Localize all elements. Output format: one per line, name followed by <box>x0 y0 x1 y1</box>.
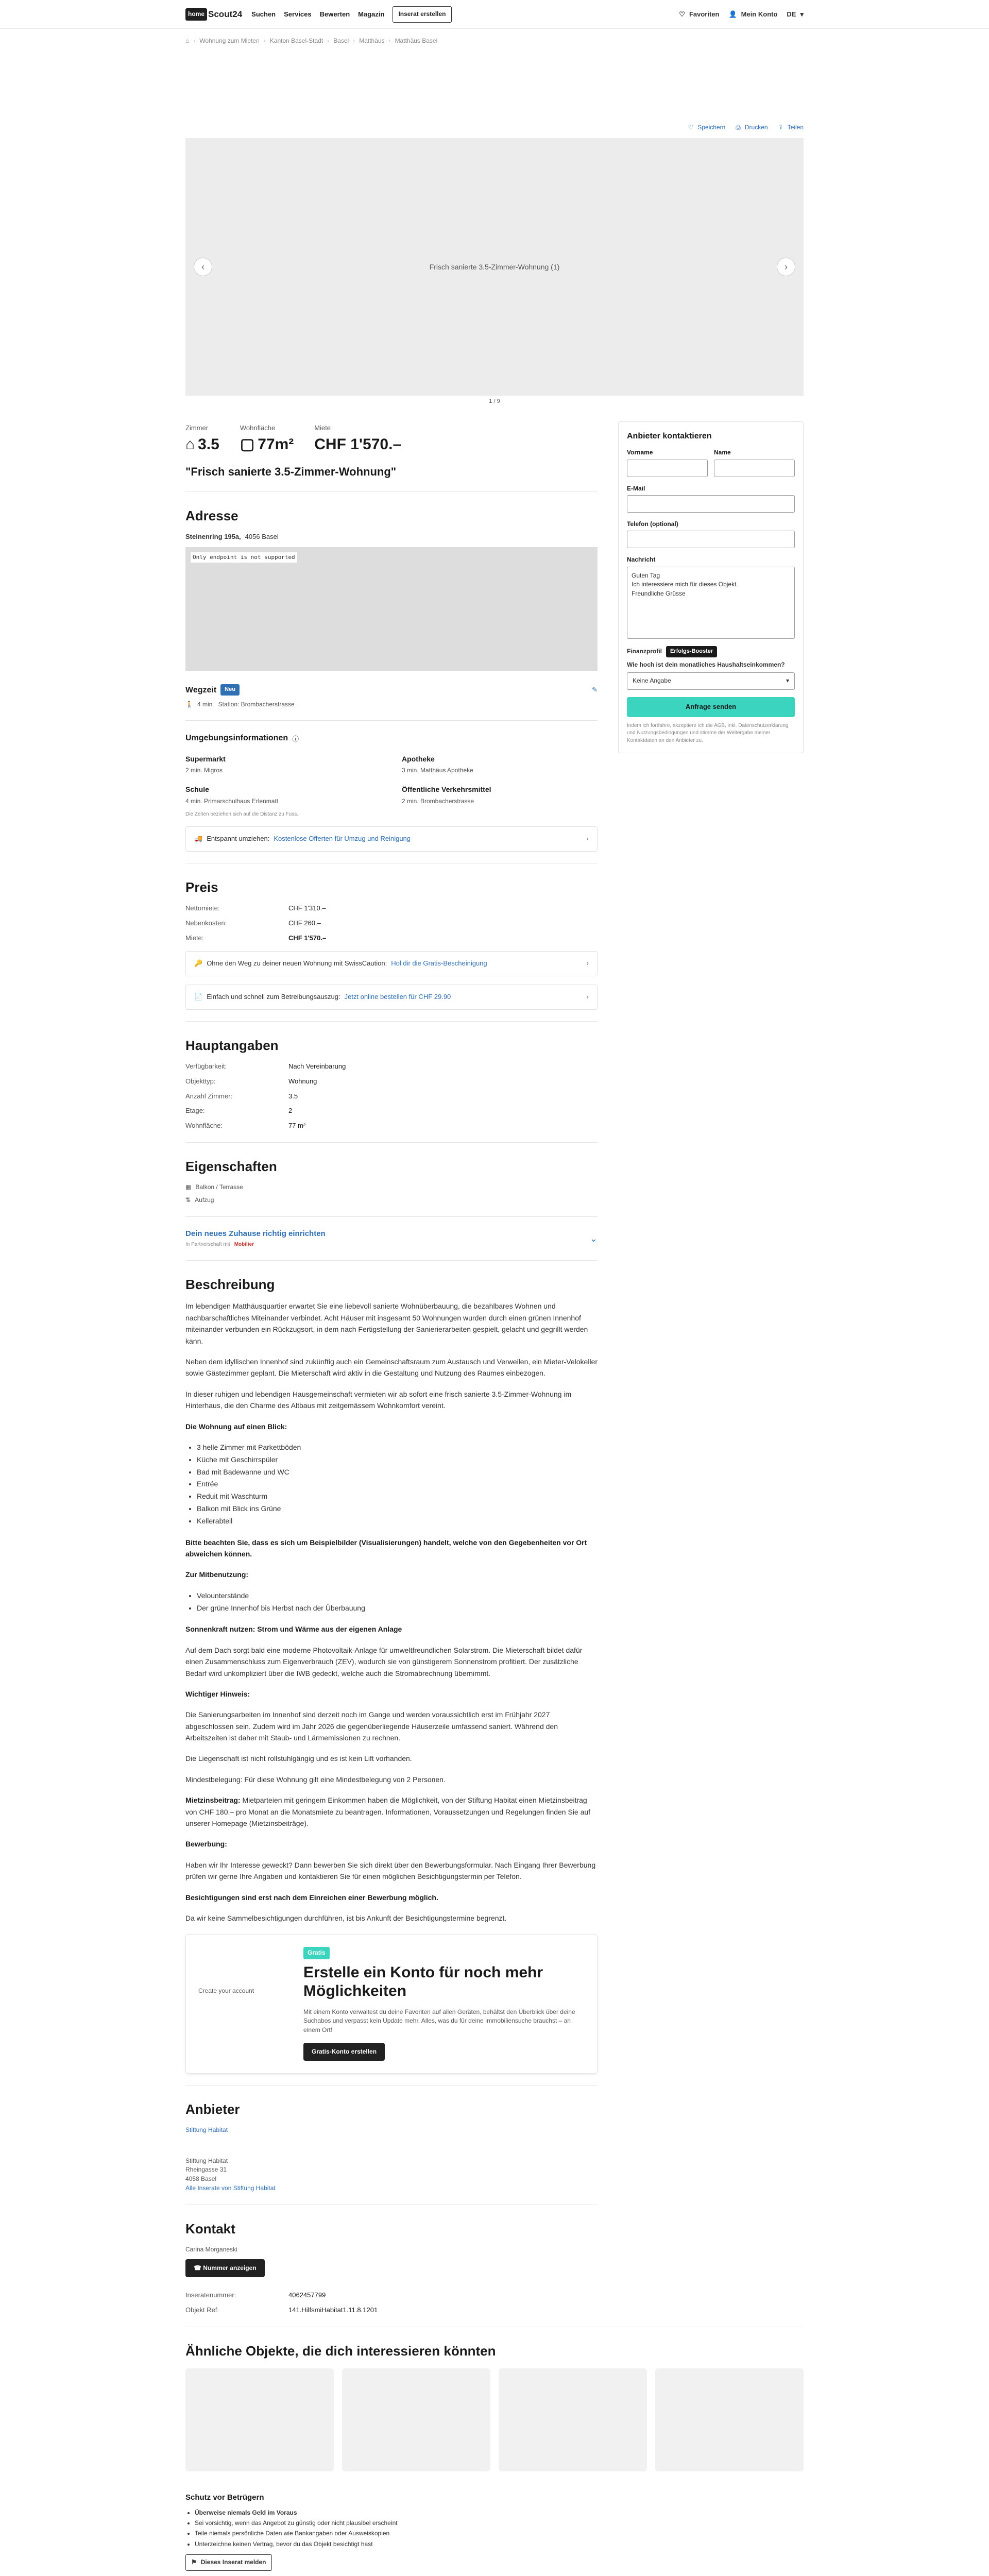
commute-stop: Station: Brombacherstrasse <box>218 700 295 708</box>
commute-row <box>185 700 598 709</box>
description-note: Bitte beachten Sie, dass es sich um Beispielbilder (Visualisierungen) handelt, welche von den Gegebenheiten vor Ort abweichen können. <box>185 1538 587 1558</box>
heart-icon: ♡ <box>679 10 685 18</box>
description-paragraph: Die Liegenschaft ist nicht rollstuhlgängig und es ist kein Lift vorhanden. <box>185 1754 412 1763</box>
elevator-icon: ⇅ <box>185 1196 191 1204</box>
breadcrumb-item[interactable]: Matthäus Basel <box>395 37 438 45</box>
area-value: 77m² <box>258 435 294 453</box>
language-switch[interactable] <box>787 10 804 20</box>
map-error: Only endpoint is not supported <box>191 552 297 563</box>
feature-item <box>185 1183 598 1192</box>
phone-field[interactable] <box>627 531 795 548</box>
surrounding-detail: 3 min. Matthäus Apotheke <box>402 766 473 774</box>
list-item: • Balkon mit Blick ins Grüne <box>197 1503 598 1515</box>
contact-person: Carina Morganeski <box>185 2245 237 2253</box>
create-listing-button[interactable]: Inserat erstellen <box>393 6 451 22</box>
surroundings-note: Die Zeiten beziehen sich auf die Distanz zu Fuss. <box>185 811 298 817</box>
surroundings-grid <box>185 754 598 806</box>
description-subheading: Sonnenkraft nutzen: Strom und Wärme aus der eigenen Anlage <box>185 1625 402 1634</box>
edit-icon[interactable]: ✎ <box>592 685 598 693</box>
chevron-right-icon: › <box>586 959 589 968</box>
surrounding-title: Apotheke <box>402 754 435 763</box>
extract-text: Einfach und schnell zum Betreibungsauszug: <box>207 993 340 1001</box>
lastname-label: Name <box>714 449 731 456</box>
contact-form <box>618 421 804 753</box>
firstname-label: Vorname <box>627 449 653 456</box>
flag-icon: ⚑ <box>191 2558 197 2566</box>
chevron-down-icon: ▾ <box>786 677 789 685</box>
list-item: • Bad mit Badewanne und WC <box>197 1466 598 1479</box>
nav-search[interactable]: Suchen <box>251 10 276 18</box>
printer-icon: ⎙ <box>736 124 741 131</box>
fraud-item: • Unterzeichne keinen Vertrag, bevor du das Objekt besichtigt hast <box>195 2539 598 2549</box>
price-key: Nettomiete: <box>185 904 220 912</box>
breadcrumb-item[interactable]: Wohnung zum Mieten <box>199 37 260 45</box>
favorites-link[interactable] <box>679 10 719 20</box>
list-item: • Küche mit Geschirrspüler <box>197 1454 598 1466</box>
logo[interactable] <box>185 8 242 21</box>
surrounding-item <box>402 784 598 806</box>
list-item: • 3 helle Zimmer mit Parkettböden <box>197 1442 598 1454</box>
advertiser-name: Stiftung Habitat <box>185 2157 228 2164</box>
address-city: 4056 Basel <box>245 532 279 540</box>
chevron-down-icon[interactable]: ⌄ <box>589 1233 598 1244</box>
report-label: Dieses Inserat melden <box>200 2558 266 2566</box>
logo-box: home <box>185 8 207 20</box>
surrounding-item <box>185 754 381 775</box>
furnish-brand: Mobilier <box>234 1242 254 1248</box>
commute-heading: Wegzeit <box>185 685 217 694</box>
address-street: Steinenring 195a, <box>185 532 241 540</box>
price-key: Nebenkosten: <box>185 919 227 927</box>
main-info-table <box>185 1062 598 1131</box>
id-key: Inseratenummer: <box>185 2291 236 2299</box>
id-key: Objekt Ref: <box>185 2306 219 2314</box>
caution-text: Ohne den Weg zu deiner neuen Wohnung mit SwissCaution: <box>207 959 387 968</box>
breadcrumb-item[interactable]: Kanton Basel-Stadt <box>269 37 323 45</box>
share-icon: ⇪ <box>778 124 783 131</box>
advertiser-logo: Stiftung Habitat <box>185 2126 228 2133</box>
favorites-label: Favoriten <box>689 10 720 18</box>
promo-title: Erstelle ein Konto für noch mehr Möglichkeiten <box>303 1963 543 1999</box>
surrounding-title: Supermarkt <box>185 754 226 763</box>
furnish-section[interactable] <box>185 1228 598 1249</box>
surrounding-detail: 2 min. Migros <box>185 766 223 774</box>
listing-ids <box>185 2291 598 2315</box>
description-heading: Beschreibung <box>185 1276 275 1292</box>
share-button[interactable] <box>778 123 804 132</box>
fraud-item: Überweise niemals Geld im Voraus <box>195 2509 297 2516</box>
nav-rate[interactable]: Bewerten <box>319 10 350 18</box>
moving-text: Entspannt umziehen: <box>207 835 270 843</box>
account-promo <box>185 1934 598 2074</box>
similar-card[interactable] <box>499 2368 647 2471</box>
list-item: • Reduit mit Waschturm <box>197 1490 598 1503</box>
new-badge: Neu <box>220 684 240 696</box>
fraud-item: • Teile niemals persönliche Daten wie Bankangaben oder Ausweiskopien <box>195 2528 598 2538</box>
contact-heading: Kontakt <box>185 2221 235 2237</box>
show-number-label: Nummer anzeigen <box>203 2264 257 2272</box>
description-subheading: Mietzinsbeitrag: <box>185 1796 241 1805</box>
list-item: • Kellerabteil <box>197 1515 598 1528</box>
map[interactable] <box>185 547 598 671</box>
rooms-icon: ⌂ <box>185 435 195 453</box>
info-icon[interactable]: ⓘ <box>292 735 299 743</box>
gallery-counter: 1 / 9 <box>489 398 500 404</box>
advertiser-street: Rheingasse 31 <box>185 2166 227 2174</box>
info-value: Wohnung <box>288 1077 317 1085</box>
contact-form-heading: Anbieter kontaktieren <box>627 432 712 440</box>
user-icon: 👤 <box>728 10 737 18</box>
extract-banner[interactable] <box>185 985 598 1010</box>
similar-card[interactable] <box>655 2368 804 2471</box>
promo-image <box>198 1947 291 2035</box>
description-paragraph: Da wir keine Sammelbesichtigungen durchführen, ist bis Ankunft der Besichtigungstermine begrenzt. <box>185 1913 507 1922</box>
price-key: Miete: <box>185 934 204 942</box>
surrounding-detail: 2 min. Brombacherstrasse <box>402 797 474 805</box>
rooms-value: 3.5 <box>198 435 219 453</box>
fraud-item: • Sei vorsichtig, wenn das Angebot zu günstig oder nicht plausibel erscheint <box>195 2518 598 2528</box>
submit-button[interactable]: Anfrage senden <box>627 697 795 717</box>
document-icon: 📄 <box>194 993 203 1001</box>
description-subheading: Besichtigungen sind erst nach dem Einreichen einer Bewerbung möglich. <box>185 1893 438 1902</box>
chevron-right-icon: › <box>586 835 589 843</box>
key-icon: 🔑 <box>194 959 203 968</box>
gallery-prev-button[interactable]: ‹ <box>194 258 212 276</box>
surrounding-title: Schule <box>185 785 209 794</box>
info-key: Wohnfläche: <box>185 1122 223 1130</box>
id-value: 141.HilfsmiHabitat1.11.8.1201 <box>288 2306 378 2314</box>
features-heading: Eigenschaften <box>185 1159 277 1175</box>
message-label: Nachricht <box>627 556 656 564</box>
finance-label: Finanzprofil <box>627 648 662 655</box>
shared-list <box>197 1590 598 1615</box>
area-icon: ▢ <box>240 435 255 453</box>
save-button[interactable] <box>688 123 725 132</box>
email-label: E-Mail <box>627 484 645 492</box>
price-value: CHF 260.– <box>288 919 321 927</box>
logo-text: Scout24 <box>208 9 243 19</box>
description-paragraph: Neben dem idyllischen Innenhof sind zukünftig auch ein Gemeinschaftsraum zum Austausch und Verweilen, ein Mieter-Velokeller sowie Gästezimmer geplant. Die Mieterschaft wird aktiv in die Gestaltung und Nutzung des Raumes einbezogen. <box>185 1358 598 1378</box>
save-label: Speichern <box>697 124 726 131</box>
similar-card[interactable] <box>185 2368 334 2471</box>
advertiser-city: 4058 Basel <box>185 2175 217 2182</box>
feature-label: Aufzug <box>195 1196 214 1204</box>
caution-link[interactable]: Hol dir die Gratis-Bescheinigung <box>391 959 487 968</box>
feature-item <box>185 1196 598 1205</box>
gallery-image: Frisch sanierte 3.5-Zimmer-Wohnung (1) <box>429 262 560 271</box>
list-item: • Velounterstände <box>197 1590 598 1602</box>
extract-link[interactable]: Jetzt online bestellen für CHF 29.90 <box>344 993 451 1001</box>
info-key: Etage: <box>185 1107 205 1115</box>
surrounding-item <box>402 754 598 775</box>
list-item: • Der grüne Innenhof bis Herbst nach der Überbauung <box>197 1602 598 1615</box>
breadcrumb-item[interactable]: Basel <box>333 37 349 45</box>
price-table <box>185 904 598 943</box>
income-select[interactable] <box>627 672 795 690</box>
breadcrumb-item[interactable]: Matthäus <box>359 37 385 45</box>
surrounding-item <box>185 784 381 806</box>
fraud-heading: Schutz vor Betrügern <box>185 2493 264 2502</box>
privacy-note: Indem ich fortfahre, akzeptiere ich die AGB, inkl. Datenschutzerklärung und Nutzungsbedingungen und stimme der Weitergabe meiner Kontaktdaten an den Anbieter zu. <box>627 722 789 743</box>
price-heading: Preis <box>185 879 218 895</box>
booster-badge: Erfolgs-Booster <box>666 646 717 657</box>
address <box>185 532 598 542</box>
gratis-badge: Gratis <box>303 1947 330 1959</box>
price-value: CHF 1'310.– <box>288 904 326 912</box>
description-paragraph: Haben wir Ihr Interesse geweckt? Dann bewerben Sie sich direkt über den Bewerbungsformular. Nach Eingang Ihrer Bewerbung prüfen wir gerne Ihre Angaben und kontaktieren Sie für einen möglichen Besichtigungstermin per Telefon. <box>185 1860 596 1881</box>
print-button[interactable] <box>736 123 768 132</box>
fraud-protection <box>185 2492 598 2571</box>
commute-time: 4 min. <box>197 700 214 708</box>
description-paragraph: In dieser ruhigen und lebendigen Hausgemeinschaft vermieten wir ab sofort eine frisch sanierte 3.5-Zimmer-Wohnung im Hinterhaus, die den Charme des Altbaus mit zeitgemässem Wohnkomfort vereint. <box>185 1389 572 1410</box>
overview-list <box>197 1442 598 1528</box>
moving-link[interactable]: Kostenlose Offerten für Umzug und Reinigung <box>274 835 411 843</box>
account-label: Mein Konto <box>741 10 778 18</box>
address-heading: Adresse <box>185 508 238 524</box>
firstname-field[interactable] <box>627 460 708 477</box>
listing-actions <box>185 121 804 135</box>
area-label: Wohnfläche <box>240 424 276 432</box>
id-value: 4062457799 <box>288 2291 326 2299</box>
surrounding-detail: 4 min. Primarschulhaus Erlenmatt <box>185 797 279 805</box>
caution-banner[interactable] <box>185 951 598 976</box>
email-field[interactable] <box>627 495 795 513</box>
info-key: Anzahl Zimmer: <box>185 1092 233 1100</box>
promo-image-alt: Create your account <box>198 1987 254 1994</box>
show-number-button[interactable] <box>185 2259 265 2277</box>
main-nav <box>251 6 451 22</box>
similar-card[interactable] <box>342 2368 490 2471</box>
create-account-button[interactable]: Gratis-Konto erstellen <box>303 2043 385 2061</box>
lastname-field[interactable] <box>714 460 795 477</box>
site-header <box>0 0 989 29</box>
description-subheading: Wichtiger Hinweis: <box>185 1689 250 1698</box>
rent-value: CHF 1'570.– <box>314 435 402 453</box>
phone-label: Telefon (optional) <box>627 520 678 528</box>
info-key: Verfügbarkeit: <box>185 1062 227 1070</box>
furnish-link[interactable]: Dein neues Zuhause richtig einrichten <box>185 1229 326 1238</box>
description-paragraph: Auf dem Dach sorgt bald eine moderne Photovoltaik-Anlage für umweltfreundlichen Solarstrom. Die Mieterschaft bildet dafür einen Zusammenschluss zum Eigenverbrauch (ZEV), wodurch sie von günstigerem Sonnenstrom profitiert. Der zusätzliche Bedarf wird unkompliziert über die IWB gedeckt, welche auch die Stromabrechnung übernimmt. <box>185 1646 583 1677</box>
balcony-icon: ▦ <box>185 1183 192 1191</box>
income-value: Keine Angabe <box>633 677 671 685</box>
main-content <box>185 421 598 2315</box>
similar-heading: Ähnliche Objekte, die dich interessieren könnten <box>185 2343 496 2359</box>
walk-icon: 🚶 <box>185 700 193 708</box>
info-value: 3.5 <box>288 1092 298 1100</box>
key-facts <box>185 423 598 455</box>
nav-magazine[interactable]: Magazin <box>358 10 385 18</box>
sidebar <box>618 421 804 2315</box>
feature-label: Balkon / Terrasse <box>195 1183 243 1191</box>
image-gallery[interactable] <box>185 138 804 396</box>
description-paragraph: Im lebendigen Matthäusquartier erwartet Sie eine liebevoll sanierte Wohnüberbauung, die bezahlbares Wohnen und nachbarschaftliches Miteinander verbindet. Acht Häuser mit insgesamt 50 Wohnungen wurden durch einen grünen Innenhof miteinander verbunden ein Rückzugsort, in dem nach Fertigstellung der Sanierierarbeiten gespielt, gelacht und gegrillt werden kann. <box>185 1302 588 1345</box>
income-label: Wie hoch ist dein monatliches Haushaltseinkommen? <box>627 660 785 668</box>
main-info-heading: Hauptangaben <box>185 1038 279 1054</box>
advertiser-listings-link[interactable]: Alle Inserate von Stiftung Habitat <box>185 2184 276 2192</box>
list-item: • Entrée <box>197 1478 598 1490</box>
rooms-label: Zimmer <box>185 424 209 432</box>
home-icon[interactable]: ⌂ <box>185 37 190 45</box>
language-label: DE <box>787 10 796 18</box>
rent-label: Miete <box>314 424 331 432</box>
gallery-next-button[interactable]: › <box>777 258 795 276</box>
listing-title: "Frisch sanierte 3.5-Zimmer-Wohnung" <box>185 465 397 479</box>
moving-banner[interactable] <box>185 826 598 852</box>
description-paragraph: Die Sanierungsarbeiten im Innenhof sind derzeit noch im Gange und werden voraussichtlich erst im Frühjahr 2027 abgeschlossen sein. Zudem wird im Jahr 2026 die gegenüberliegende Häuserzeile umfassend saniert. Während den Arbeitszeiten ist daher mit Staub- und Lärmemissionen zu rechnen. <box>185 1710 558 1742</box>
price-value: CHF 1'570.– <box>288 934 327 942</box>
description-subheading: Die Wohnung auf einen Blick: <box>185 1422 287 1431</box>
description-paragraph: Mindestbelegung: Für diese Wohnung gilt eine Mindestbelegung von 2 Personen. <box>185 1775 446 1784</box>
description-subheading: Zur Mitbenutzung: <box>185 1570 249 1579</box>
promo-text: Mit einem Konto verwaltest du deine Favoriten auf allen Geräten, behältst den Überblick über deine Suchabos und verpasst kein Update mehr. Alles, was du für deine Immobiliensuche brauchst – an einem Ort! <box>303 2008 575 2033</box>
chevron-down-icon: ▾ <box>800 10 804 18</box>
account-link[interactable] <box>728 10 777 20</box>
furnish-sub: In Partnerschaft mit <box>185 1242 230 1248</box>
surrounding-title: Öffentliche Verkehrsmittel <box>402 785 491 794</box>
description <box>185 1300 598 1924</box>
advertiser-heading: Anbieter <box>185 2102 240 2117</box>
report-button[interactable] <box>185 2554 272 2570</box>
message-field[interactable]: Guten Tag Ich interessiere mich für dieses Objekt. Freundliche Grüsse <box>627 567 795 639</box>
info-key: Objekttyp: <box>185 1077 216 1085</box>
share-label: Teilen <box>787 124 804 131</box>
description-subheading: Bewerbung: <box>185 1840 227 1849</box>
description-text: Mietparteien mit geringem Einkommen haben die Möglichkeit, von der Stiftung Habitat einen Mietzinsbeitrag von CHF 180.– pro Monat an die Monatsmiete zu beantragen. Informationen, Voraussetzungen und Regelungen finden Sie auf unserer Homepage (Mietzinsbeiträge). <box>185 1796 591 1828</box>
truck-icon: 🚚 <box>194 835 203 843</box>
print-label: Drucken <box>744 124 768 131</box>
similar-listings <box>185 2368 804 2471</box>
heart-icon: ♡ <box>688 124 694 131</box>
info-value: 2 <box>288 1107 293 1115</box>
phone-icon: ☎ <box>194 2264 203 2272</box>
breadcrumb: ⌂ › Wohnung zum Mieten › Kanton Basel-Stadt › Basel › Matthäus › Matthäus Basel <box>185 29 804 54</box>
surroundings-heading: Umgebungsinformationen <box>185 734 288 743</box>
info-value: Nach Vereinbarung <box>288 1062 346 1070</box>
chevron-right-icon: › <box>586 993 589 1001</box>
nav-services[interactable]: Services <box>284 10 312 18</box>
info-value: 77 m² <box>288 1122 306 1130</box>
